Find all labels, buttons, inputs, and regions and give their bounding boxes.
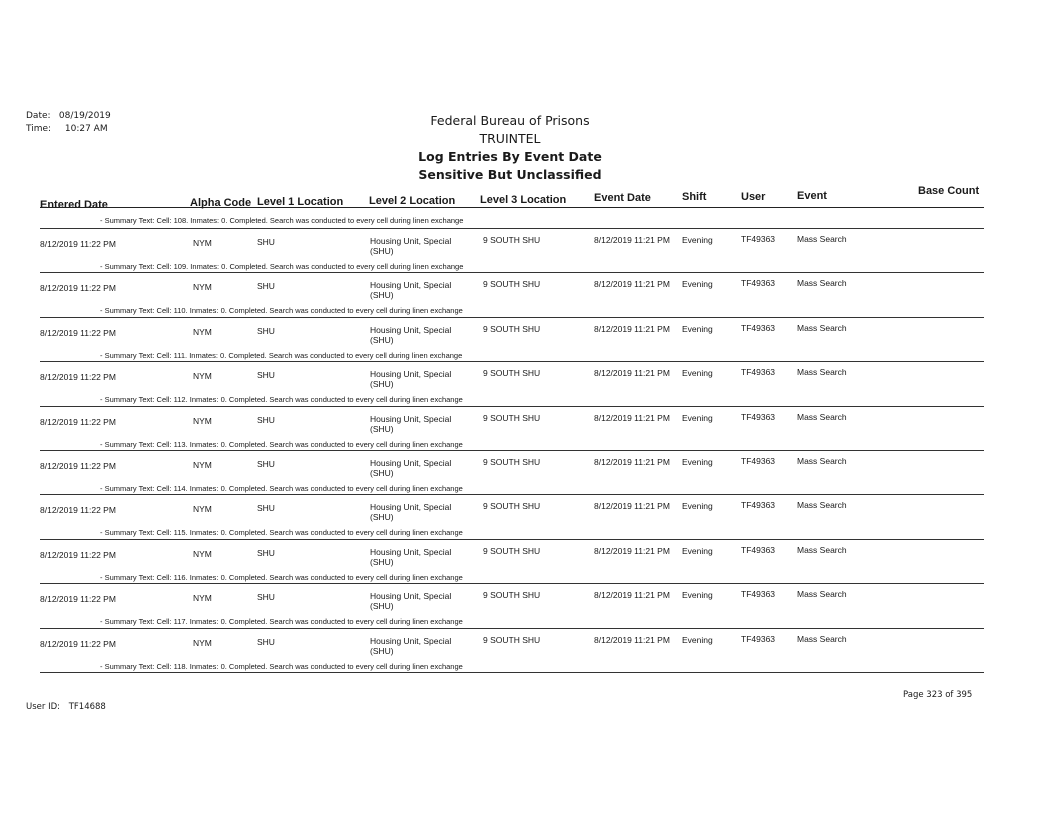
event-date-cell: 8/12/2019 11:21 PM <box>594 501 670 512</box>
level2-cell: Housing Unit, Special (SHU) <box>370 413 452 434</box>
summary-text: - Summary Text: Cell: 110. Inmates: 0. Completed. Search was conducted to every cell during linen exchange <box>100 306 463 316</box>
shift-cell: Evening <box>682 545 713 556</box>
alpha-code-cell: NYM <box>193 282 212 293</box>
event-date-cell: 8/12/2019 11:21 PM <box>594 279 670 290</box>
row-separator <box>40 672 984 673</box>
event-date-cell: 8/12/2019 11:21 PM <box>594 590 670 601</box>
entered-date-cell: 8/12/2019 11:22 PM <box>40 461 116 471</box>
user-cell: TF49363 <box>741 544 776 555</box>
user-cell: TF49363 <box>741 411 776 422</box>
entered-date-cell: 8/12/2019 11:22 PM <box>40 505 116 516</box>
row-separator <box>40 228 984 229</box>
level2-cell: Housing Unit, Special (SHU) <box>370 236 452 256</box>
level2-cell: Housing Unit, Special (SHU) <box>370 635 452 656</box>
event-cell: Mass Search <box>797 544 847 555</box>
entered-date-cell: 8/12/2019 11:22 PM <box>40 283 116 294</box>
title-report: Log Entries By Event Date <box>418 149 602 164</box>
level1-cell: SHU <box>257 503 275 514</box>
summary-text: - Summary Text: Cell: 118. Inmates: 0. Completed. Search was conducted to every cell during linen exchange <box>100 661 463 671</box>
user-cell: TF49363 <box>741 367 776 378</box>
row-separator <box>40 317 984 318</box>
user-cell: TF49363 <box>741 589 776 600</box>
user-cell: TF49363 <box>741 322 776 333</box>
time-value: 10:27 AM <box>64 124 108 134</box>
level1-cell: SHU <box>257 547 275 558</box>
level1-cell: SHU <box>257 281 275 292</box>
footer-user-value: TF14688 <box>68 702 106 712</box>
user-cell: TF49363 <box>741 234 776 244</box>
user-cell: TF49363 <box>741 456 776 466</box>
date-value: 08/19/2019 <box>58 111 111 121</box>
col-event-date: Event Date <box>594 192 651 204</box>
alpha-code-cell: NYM <box>193 415 212 426</box>
level3-cell: 9 SOUTH SHU <box>483 279 541 290</box>
report-title <box>0 112 1020 184</box>
title-classification: Sensitive But Unclassified <box>418 167 602 182</box>
entered-date-cell: 8/12/2019 11:22 PM <box>40 594 116 605</box>
user-cell: TF49363 <box>741 500 776 511</box>
user-cell: TF49363 <box>741 633 776 644</box>
title-system: TRUINTEL <box>479 131 541 146</box>
level3-cell: 9 SOUTH SHU <box>483 323 541 334</box>
shift-cell: Evening <box>682 457 713 467</box>
row-separator <box>40 494 984 495</box>
event-cell: Mass Search <box>797 411 847 422</box>
col-shift: Shift <box>682 191 707 203</box>
alpha-code-cell: NYM <box>193 238 212 248</box>
level2-cell: Housing Unit, Special (SHU) <box>370 369 452 390</box>
alpha-code-cell: NYM <box>193 548 212 559</box>
summary-text: - Summary Text: Cell: 109. Inmates: 0. Completed. Search was conducted to every cell during linen exchange <box>100 262 464 271</box>
row-separator <box>40 450 984 451</box>
page-number: Page 323 of 395 <box>903 690 973 700</box>
date-label: Date: <box>26 111 51 121</box>
level3-cell: 9 SOUTH SHU <box>483 501 541 512</box>
level2-cell: Housing Unit, Special (SHU) <box>370 324 452 345</box>
title-org: Federal Bureau of Prisons <box>430 113 590 128</box>
level2-cell: Housing Unit, Special (SHU) <box>370 502 452 523</box>
col-level1: Level 1 Location <box>257 196 344 208</box>
col-level2: Level 2 Location <box>369 195 456 207</box>
alpha-code-cell: NYM <box>193 371 212 382</box>
alpha-code-cell: NYM <box>193 504 212 515</box>
level1-cell: SHU <box>257 414 275 425</box>
footer-user <box>26 702 106 712</box>
summary-text: - Summary Text: Cell: 113. Inmates: 0. Completed. Search was conducted to every cell during linen exchange <box>100 439 463 449</box>
event-cell: Mass Search <box>797 456 847 466</box>
summary-text: - Summary Text: Cell: 114. Inmates: 0. Completed. Search was conducted to every cell during linen exchange <box>100 484 463 493</box>
event-cell: Mass Search <box>797 589 847 600</box>
shift-cell: Evening <box>682 634 713 645</box>
row-separator <box>40 272 984 273</box>
shift-cell: Evening <box>682 368 713 379</box>
event-date-cell: 8/12/2019 11:21 PM <box>594 323 670 334</box>
level2-cell: Housing Unit, Special (SHU) <box>370 546 452 567</box>
time-label: Time: <box>26 124 52 134</box>
level3-cell: 9 SOUTH SHU <box>483 412 541 423</box>
level2-cell: Housing Unit, Special (SHU) <box>370 591 452 612</box>
alpha-code-cell: NYM <box>193 593 212 604</box>
alpha-code-cell: NYM <box>193 326 212 337</box>
alpha-code-cell: NYM <box>193 460 212 470</box>
level3-cell: 9 SOUTH SHU <box>483 590 541 601</box>
row-separator <box>40 361 984 362</box>
event-cell: Mass Search <box>797 367 847 378</box>
event-date-cell: 8/12/2019 11:21 PM <box>594 634 670 645</box>
col-level3: Level 3 Location <box>480 194 567 206</box>
entered-date-cell: 8/12/2019 11:22 PM <box>40 239 116 249</box>
level1-cell: SHU <box>257 459 275 469</box>
level1-cell: SHU <box>257 237 275 247</box>
level3-cell: 9 SOUTH SHU <box>483 545 541 556</box>
user-cell: TF49363 <box>741 278 776 289</box>
row-separator <box>40 406 984 407</box>
level1-cell: SHU <box>257 592 275 603</box>
col-alpha-code: Alpha Code <box>190 197 252 209</box>
footer-user-label: User ID: <box>26 702 60 712</box>
col-base-count: Base Count <box>918 185 980 197</box>
event-date-cell: 8/12/2019 11:21 PM <box>594 412 670 423</box>
level3-cell: 9 SOUTH SHU <box>483 457 541 467</box>
table-header <box>0 185 1056 209</box>
level3-cell: 9 SOUTH SHU <box>483 235 541 245</box>
row-separator <box>40 583 984 584</box>
alpha-code-cell: NYM <box>193 637 212 648</box>
entered-date-cell: 8/12/2019 11:22 PM <box>40 372 116 383</box>
shift-cell: Evening <box>682 590 713 601</box>
shift-cell: Evening <box>682 412 713 423</box>
entered-date-cell: 8/12/2019 11:22 PM <box>40 549 116 560</box>
event-date-cell: 8/12/2019 11:21 PM <box>594 545 670 556</box>
entered-date-cell: 8/12/2019 11:22 PM <box>40 638 116 649</box>
col-user: User <box>741 191 766 203</box>
event-cell: Mass Search <box>797 234 847 244</box>
summary-text: - Summary Text: Cell: 112. Inmates: 0. Completed. Search was conducted to every cell during linen exchange <box>100 395 463 405</box>
summary-text: - Summary Text: Cell: 117. Inmates: 0. Completed. Search was conducted to every cell during linen exchange <box>100 617 463 627</box>
col-event: Event <box>797 190 827 202</box>
event-date-cell: 8/12/2019 11:21 PM <box>594 235 670 245</box>
row-separator <box>40 539 984 540</box>
level2-cell: Housing Unit, Special (SHU) <box>370 458 452 478</box>
summary-text: - Summary Text: Cell: 115. Inmates: 0. Completed. Search was conducted to every cell during linen exchange <box>100 528 463 538</box>
event-cell: Mass Search <box>797 322 847 333</box>
entered-date-cell: 8/12/2019 11:22 PM <box>40 327 116 338</box>
level1-cell: SHU <box>257 636 275 647</box>
level1-cell: SHU <box>257 370 275 381</box>
level3-cell: 9 SOUTH SHU <box>483 634 541 645</box>
event-date-cell: 8/12/2019 11:21 PM <box>594 368 670 379</box>
summary-text: - Summary Text: Cell: 116. Inmates: 0. Completed. Search was conducted to every cell during linen exchange <box>100 572 463 582</box>
event-cell: Mass Search <box>797 500 847 511</box>
level1-cell: SHU <box>257 325 275 336</box>
level2-cell: Housing Unit, Special (SHU) <box>370 280 452 301</box>
row-separator <box>40 628 984 629</box>
summary-text: - Summary Text: Cell: 108. Inmates: 0. Completed. Search was conducted to every cell during linen exchange <box>100 216 464 225</box>
header-rule <box>40 207 984 208</box>
event-cell: Mass Search <box>797 633 847 644</box>
shift-cell: Evening <box>682 501 713 512</box>
shift-cell: Evening <box>682 235 713 245</box>
shift-cell: Evening <box>682 279 713 290</box>
entered-date-cell: 8/12/2019 11:22 PM <box>40 416 116 427</box>
event-date-cell: 8/12/2019 11:21 PM <box>594 457 670 467</box>
summary-text: - Summary Text: Cell: 111. Inmates: 0. Completed. Search was conducted to every cell during linen exchange <box>100 350 463 360</box>
level3-cell: 9 SOUTH SHU <box>483 368 541 379</box>
event-cell: Mass Search <box>797 278 847 289</box>
shift-cell: Evening <box>682 323 713 334</box>
col-entered-date: Entered Date <box>40 199 108 211</box>
